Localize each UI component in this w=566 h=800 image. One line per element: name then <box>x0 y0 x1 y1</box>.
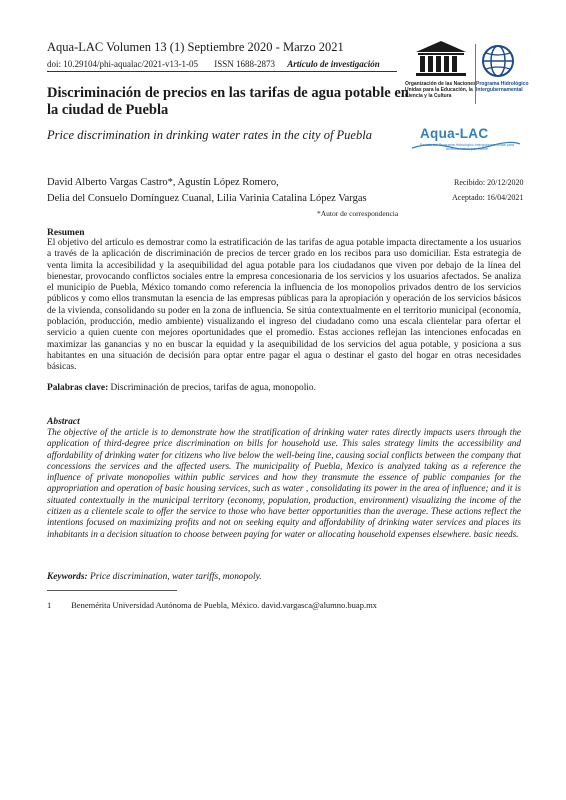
footnote-text: Benemérita Universidad Autónoma de Puebla, México. david.vargasca@alumno.buap.mx <box>71 600 377 610</box>
article-type: Artículo de investigación <box>287 59 380 69</box>
keywords-label: Keywords: <box>47 572 88 582</box>
corresponding-note: *Autor de correspondencia <box>317 209 399 218</box>
keywords-text: Price discrimination, water tariffs, monopoly. <box>89 572 262 582</box>
article-title: Discriminación de precios en las tarifas de agua potable en la ciudad de Puebla <box>47 85 409 119</box>
palabras-clave-text: Discriminación de precios, tarifas de agua, monopolio. <box>110 383 316 393</box>
authors-line-1: David Alberto Vargas Castro*, Agustín López Romero, <box>47 177 279 188</box>
ihp-caption: Programa Hidrológico Intergubernamental <box>476 81 529 93</box>
header-rule <box>47 71 397 72</box>
footnote <box>47 600 377 610</box>
aqua-lac-subtitle: Revista del Programa Hidrológico Intergubernamental para América Latina y el Caribe <box>420 143 514 151</box>
palabras-clave <box>47 383 521 393</box>
abstract-heading: Abstract <box>47 417 80 427</box>
ihp-globe-icon <box>478 44 518 78</box>
article-title-english: Price discrimination in drinking water rates in the city of Puebla <box>47 128 372 142</box>
journal-header: Aqua-LAC Volumen 13 (1) Septiembre 2020 - Marzo 2021 <box>47 40 344 54</box>
keywords <box>47 572 521 582</box>
logo-divider <box>475 44 476 104</box>
palabras-clave-label: Palabras clave: <box>47 383 109 393</box>
authors-line-2: Delia del Consuelo Domínguez Cuanal, Lilia Varinia Catalina López Vargas <box>47 193 367 204</box>
footnote-number: 1 <box>47 600 52 610</box>
doi-text[interactable]: doi: 10.29104/phi-aqualac/2021-v13-1-05 <box>47 59 198 69</box>
unesco-logo-icon <box>412 40 470 78</box>
resumen-text: El objetivo del artículo es demostrar como la estratificación de las tarifas de agua potable impacta directamente a los usuarios a través de la aplicación de discriminación de precios de tercer grado en los recibos para uso domiciliar. Esta estrategia de venta limita la accesibilidad y la asequibilidad del agua potable para los ciudadanos que viven por debajo de la línea del bienestar, provocando conflictos sociales entre la empresa concesionaria de los servicios y los usuarios afectados. Se analiza el municipio de Puebla, México tomando como referencia la influencia de los monopolios privados dentro de los servicios públicos y como ellos transmutan la esencia de las empresas públicas para la apropiación y operación de los servicios básicos de la vivienda, consolidando su poder en la zona de influencia. Se sitúa contextualmente en el territorio municipal (economía, población, producción, medio ambiente) visualizando el ingreso del ciudadano como una escala clientelar para ofertar el servicio a quien cuente con mejores oportunidades que el promedio. Estas acciones reflejan las intenciones enfocadas en maximizar las ganancias y no en buscar la equidad y la asequibilidad de los servicios del agua potable, y posiciona a sus habitantes en una situación de decisión para optar entre pagar el agua o destinar el gasto del hogar en otras necesidades básicas. <box>47 238 521 373</box>
aqua-lac-logo-text: Aqua-LAC <box>420 126 489 141</box>
accepted-date: Aceptado: 16/04/2021 <box>452 193 524 202</box>
unesco-caption: Organización de las Naciones Unidas para la Educación, la Ciencia y la Cultura <box>405 81 476 99</box>
resumen-heading: Resumen <box>47 228 85 238</box>
received-date: Recibido: 20/12/2020 <box>454 178 524 187</box>
doi-line <box>47 59 380 69</box>
issn-text: ISSN 1688-2873 <box>214 59 275 69</box>
abstract-text: The objective of the article is to demonstrate how the stratification of drinking water rates directly impacts users through the application of third-degree price discrimination on bills for household use. This sales strategy limits the accessibility and affordability of drinking water for citizens who live below the well-being line, causing social conflicts between the company that concessions the services and the affected users. The municipality of Puebla, Mexico is analyzed taking as a reference the influence of private monopolies within public services and how they transmute the essence of public companies for the appropriation and operation of basic housing services, such as water , consolidating its power in the area of influence; and it is situated contextually in the municipal territory (economy, population, production, environment) visualizing the income of the citizen as a clientele scale to offer the service to those who have better opportunities than the average. These actions reflect the intentions focused on maximizing profits and not on seeking equity and affordability of drinking water services and places its inhabitants in a decision situation to choose between paying for water or allocating household expenses elsewhere. basic needs. <box>47 427 521 539</box>
footnote-rule <box>47 590 177 591</box>
